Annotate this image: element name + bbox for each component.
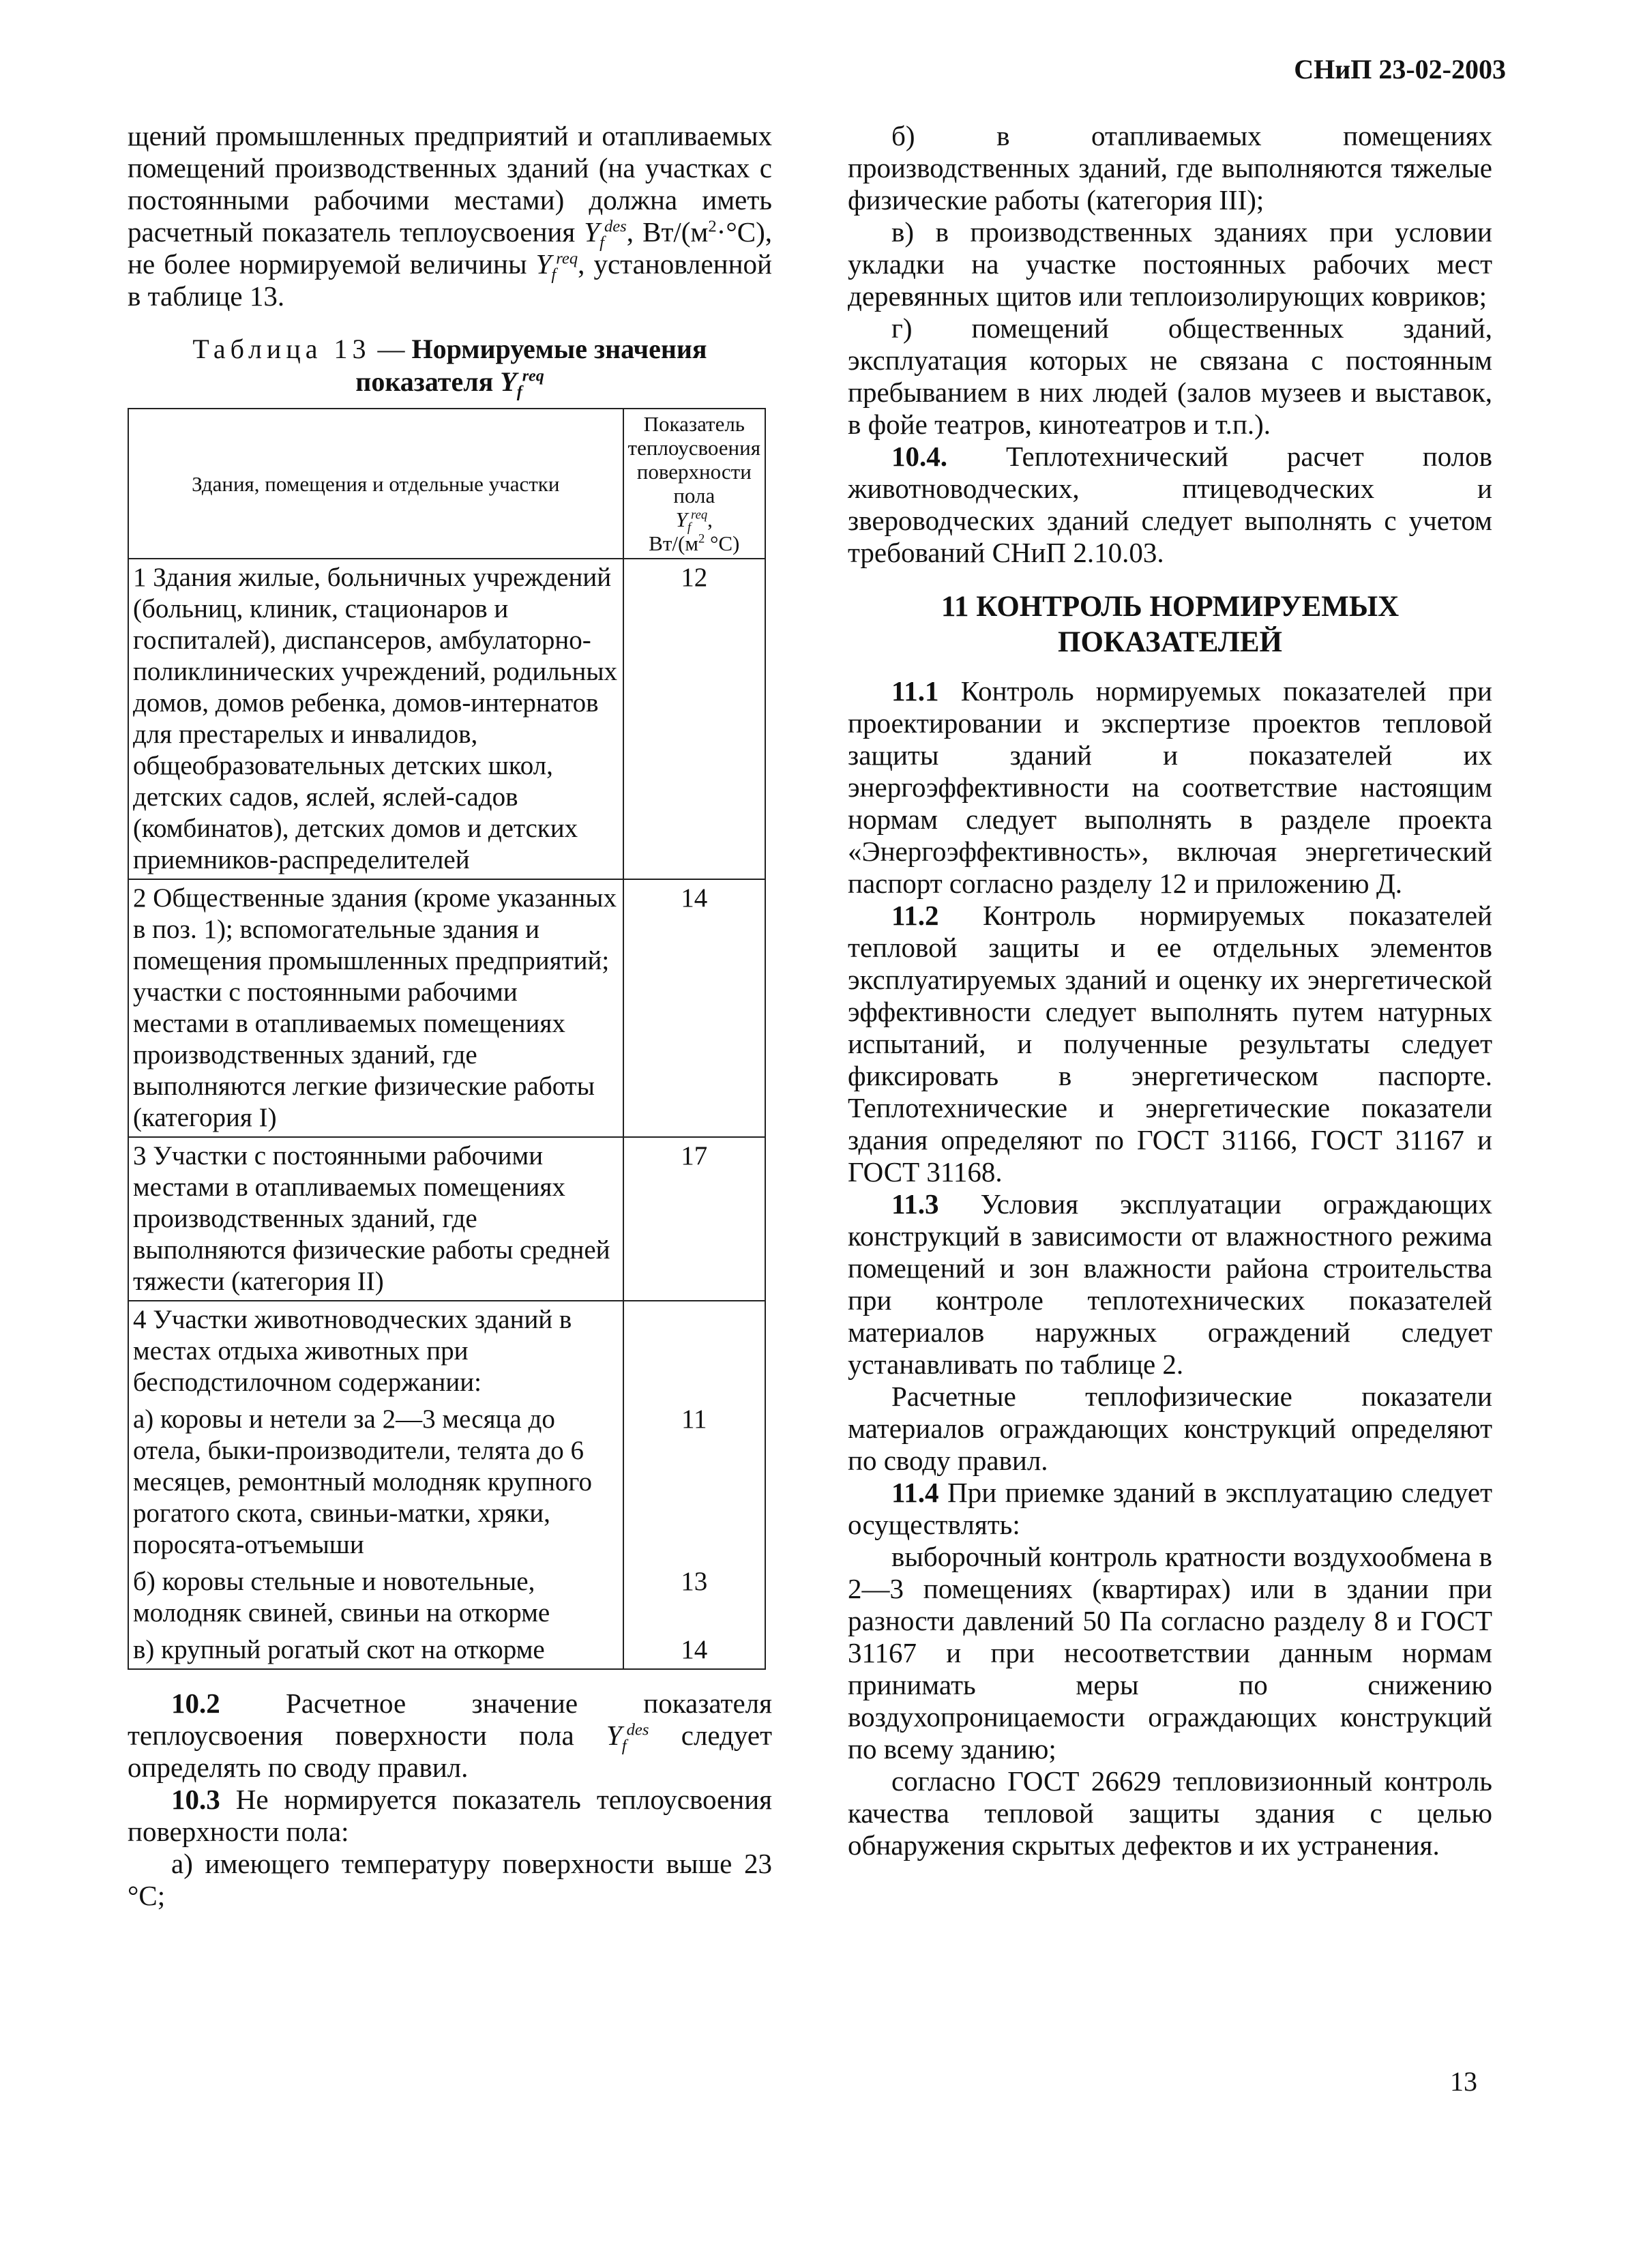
paragraph-10-2: 10.2 Расчетное значение показателя теплоусвоения поверхности пола $Y_f^{des}$ следует определять по своду правил.: [128, 1688, 772, 1783]
table-row: 1 Здания жилые, больничных учреждений (больниц, клиник, стационаров и госпиталей), диспансеров, амбулаторно-поликлинических учреждений, родильных домов, домов ребенка, домов-интернатов для престарелых и инвалидов, общеобразовательных детских школ, детских садов, яслей, яслей-садов (комбинатов), детских домов и детских приемников-распределителей 12: [128, 559, 765, 879]
intro-paragraph: щений промышленных предприятий и отапливаемых помещений производственных зданий (на участках с постоянными рабочими местами) должна иметь расчетный показатель теплоусвоения $Y_f^{des}$, $Вт/(м^2\cdot^\circ С)$, не более нормируемой величины $Y_f^{req}$, установленной в таблице 13.: [128, 120, 773, 312]
section-title: 11 КОНТРОЛЬ НОРМИРУЕМЫХ ПОКАЗАТЕЛЕЙ: [941, 591, 1400, 658]
paragraph-11-3: 11.3 Условия эксплуатации ограждающих конструкций в зависимости от влажностного режима помещений и зон влажности района строительства при контроле теплотехнических показателей материалов наружных ограждений следует устанавливать по таблице 2.: [848, 1188, 1492, 1380]
table-row: а) коровы и нетели за 2—3 месяца до отела, быки-производители, телята до 6 месяцев, ремонтный молодняк крупного рогатого скота, свиньи-матки, хряки, поросята-отъемыши 11: [128, 1401, 765, 1563]
paragraph-10-3: 10.3 Не нормируется показатель теплоусвоения поверхности пола:: [128, 1784, 772, 1847]
table-row: б) коровы стельные и новотельные, молодняк свиней, свиньи на откорме 13: [128, 1563, 765, 1632]
paragraph-11-3-b: Расчетные теплофизические показатели материалов ограждающих конструкций определяют по своду правил.: [848, 1381, 1492, 1476]
page-number: 13: [1450, 2066, 1477, 2097]
paragraph-11-4: 11.4 При приемке зданий в эксплуатацию следует осуществлять:: [848, 1477, 1492, 1540]
paragraph-11-4-a: выборочный контроль кратности воздухообмена в 2—3 помещениях (квартирах) или в здании при разности давлений 50 Па согласно разделу 8 и ГОСТ 31167 и при несоответствии данным нормам принимать меры по снижению воздухопроницаемости ограждающих конструкций по всему зданию;: [848, 1541, 1492, 1765]
paragraph-10-3-a: а) имеющего температуру поверхности выше 23 °С;: [128, 1848, 772, 1911]
table-row: 3 Участки с постоянными рабочими местами в отапливаемых помещениях производственных зданий, где выполняются физические работы средней тяжести (категория II) 17: [128, 1137, 765, 1301]
table-row: 4 Участки животноводческих зданий в местах отдыха животных при бесподстилочном содержании:: [128, 1301, 765, 1401]
paragraph-10-4: 10.4. Теплотехнический расчет полов животноводческих, птицеводческих и звероводческих зданий следует выполнять с учетом требований СНиП 2.10.03.: [848, 441, 1492, 568]
document-code: СНиП 23-02-2003: [1294, 54, 1506, 85]
right-column: [848, 120, 1492, 1861]
table-header-value: Показатель теплоусвоения поверхности пола $Y_f^{req}$, $Вт/(м^2$ °С): [623, 409, 765, 559]
item-b: б) в отапливаемых помещениях производственных зданий, где выполняются тяжелые физические работы (категория III);: [848, 120, 1492, 216]
item-v: в) в производственных зданиях при условии укладки на участке постоянных рабочих мест деревянных щитов или теплоизолирующих ковриков;: [848, 216, 1492, 312]
item-g: г) помещений общественных зданий, эксплуатация которых не связана с постоянным пребыванием в них людей (залов музеев и выставок, в фойе театров, кинотеатров и т.п.).: [848, 312, 1492, 440]
paragraph-11-4-b: согласно ГОСТ 26629 тепловизионный контроль качества тепловой защиты здания с целью обнаружения скрытых дефектов и их устранения.: [848, 1765, 1492, 1861]
table-header-name: Здания, помещения и отдельные участки: [128, 409, 623, 559]
paragraph-11-1: 11.1 Контроль нормируемых показателей при проектировании и экспертизе проектов тепловой защиты зданий и показателей их энергоэффективности на соответствие настоящим нормам следует выполнять в разделе проекта «Энергоэффективность», включая энергетический паспорт согласно разделу 12 и приложению Д.: [848, 675, 1492, 899]
table-caption: Таблица 13 — Нормируемые значения показателя $Y_f^{req}$: [192, 334, 707, 401]
table-row: 2 Общественные здания (кроме указанных в поз. 1); вспомогательные здания и помещения промышленных предприятий; участки с постоянными рабочими местами в отапливаемых помещениях производственных зданий, где выполняются легкие физические работы (категория I) 14: [128, 879, 765, 1137]
table-row: в) крупный рогатый скот на откорме 14: [128, 1632, 765, 1669]
paragraph-11-2: 11.2 Контроль нормируемых показателей тепловой защиты и ее отдельных элементов эксплуатируемых зданий и оценку их энергетической эффективности следует выполнять путем натурных испытаний, и полученные результаты следует фиксировать в энергетическом паспорте. Теплотехнические и энергетические показатели здания определяют по ГОСТ 31166, ГОСТ 31167 и ГОСТ 31168.: [848, 900, 1492, 1188]
left-column: [128, 120, 772, 1912]
norms-table: [128, 408, 766, 1670]
